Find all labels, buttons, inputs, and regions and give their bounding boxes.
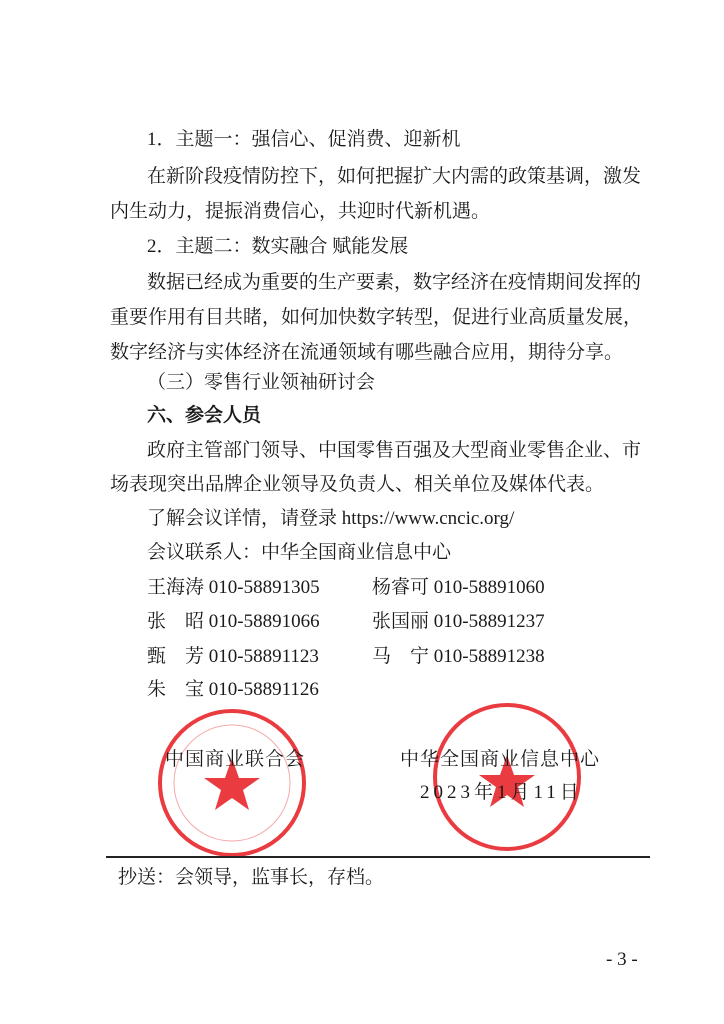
left-seal-stamp [155,706,310,861]
topic1-heading: 1．主题一：强信心、促消费、迎新机 [147,129,461,150]
paragraph: 内生动力，提振消费信心，共迎时代新机遇。 [110,201,491,222]
contact-item: 张 昭 010-58891066 [147,611,320,632]
divider [106,856,650,858]
topic2-heading: 2．主题二：数实融合 赋能发展 [147,236,409,257]
paragraph: 场表现突出品牌企业领导及负责人、相关单位及媒体代表。 [110,474,605,495]
paragraph: 重要作用有目共睹，如何加快数字转型，促进行业高质量发展， [110,307,643,328]
section-heading: （三）零售行业领袖研讨会 [147,372,376,393]
paragraph: 数据已经成为重要的生产要素，数字经济在疫情期间发挥的 [147,272,642,293]
signature-date: 2023年1月11日 [420,782,583,803]
contact-item: 张国丽 010-58891237 [372,611,545,632]
cc-line: 抄送：会领导，监事长，存档。 [118,867,385,888]
paragraph: 在新阶段疫情防控下，如何把握扩大内需的政策基调，激发 [147,166,642,187]
page-number: - 3 - [606,949,638,970]
contact-item: 朱 宝 010-58891126 [147,679,319,700]
signature-org-1: 中国商业联合会 [165,749,306,770]
signature-org-2: 中华全国商业信息中心 [400,749,601,770]
contact-item: 王海涛 010-58891305 [147,577,320,598]
contact-label: 会议联系人：中华全国商业信息中心 [147,542,452,563]
details-link-text: 了解会议详情，请登录 https://www.cncic.org/ [147,508,515,529]
contact-item: 甄 芳 010-58891123 [147,646,319,667]
right-seal-stamp [430,700,585,855]
paragraph: 政府主管部门领导、中国零售百强及大型商业零售企业、市 [147,440,642,461]
section-heading: 六、参会人员 [147,404,262,426]
paragraph: 数字经济与实体经济在流通领域有哪些融合应用，期待分享。 [110,342,624,363]
contact-item: 马 宁 010-58891238 [372,646,545,667]
contact-item: 杨睿可 010-58891060 [372,577,545,598]
